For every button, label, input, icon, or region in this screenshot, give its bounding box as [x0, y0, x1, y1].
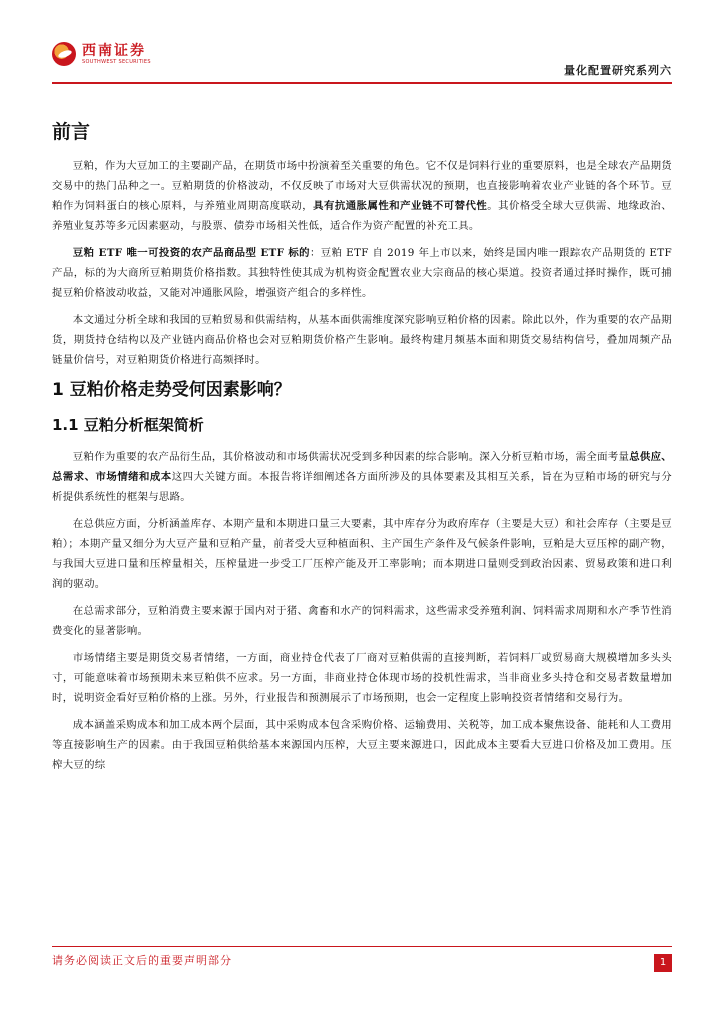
footer-divider [52, 946, 672, 947]
demand-paragraph: 在总需求部分，豆粕消费主要来源于国内对于猪、禽畜和水产的饲料需求，这些需求受养殖利润、饲料需求周期和水产季节性消费变化的显著影响。 [52, 605, 672, 637]
p4-emphasis: 总供应、总需求、市场情绪和成本 [52, 451, 672, 483]
disclaimer-note: 请务必阅读正文后的重要声明部分 [52, 954, 232, 967]
chapter-1-heading: 1 豆粕价格走势受何因素影响？ [52, 380, 291, 400]
header-divider [52, 82, 672, 84]
supply-paragraph: 在总供应方面，分析涵盖库存、本期产量和本期进口量三大要素，其中库存分为政府库存（主要是大豆）和社会库存（主要是豆粕）；本期产量又细分为大豆产量和豆粕产量，前者受大豆种植面积、主产国生产条件及气候条件影响，豆粕是大豆压榨的副产物，与我国大豆进口量和压榨量相关，压榨量进一步受工厂压榨产能及开工率影响；而本期进口量则受到政治因素、贸易政策和进口利润的驱动。 [52, 518, 672, 590]
logo-name-en: SOUTHWEST SECURITIES [82, 58, 151, 65]
intro-p2-text: ：豆粕 ETF 自 2019 年上市以来，始终是国内唯一跟踪农产品期货的 ETF 产品，标的为大商所豆粕期货价格指数。其独特性使其成为机构资金配置农业大宗商品的核心渠道。投资者通过择时操作，既可捕捉豆粕价格波动收益，又能对冲通胀风险，增强资产组合的多样性。 [52, 247, 673, 299]
intro-heading: 前言 [52, 121, 91, 143]
series-title: 量化配置研究系列六 [564, 64, 672, 77]
intro-paragraph-2 [52, 243, 672, 303]
page-number: 1 [654, 954, 672, 972]
logo-name-cn: 西南证券 [82, 42, 146, 59]
p4-text-c: 这四大关键方面。本报告将详细阐述各方面所涉及的具体要素及其相互关系，旨在为豆粕市场的研究与分析提供系统性的框架与思路。 [52, 471, 672, 503]
logo-text [82, 43, 151, 66]
intro-p1-text-c: 。其价格受全球大豆供需、地缘政治、养殖业复苏等多元因素驱动，与股票、债券市场相关性低，适合作为资产配置的补充工具。 [52, 200, 672, 232]
intro-p1-emphasis: 具有抗通胀属性和产业链不可替代性 [313, 200, 488, 212]
framework-paragraph [52, 447, 672, 507]
intro-paragraph-1 [52, 156, 672, 236]
sentiment-paragraph: 市场情绪主要是期货交易者情绪，一方面，商业持仓代表了厂商对豆粕供需的直接判断，若饲料厂或贸易商大规模增加多头头寸，可能意味着市场预期未来豆粕供不应求。另一方面，非商业持仓体现市场的投机性需求，当非商业多头持仓和交易者数量增加时，说明资金看好豆粕价格的上涨。另外，行业报告和预测展示了市场预期，也会一定程度上影响投资者情绪和交易行为。 [52, 652, 672, 704]
intro-p1-text-a: 豆粕，作为大豆加工的主要副产品，在期货市场中扮演着至关重要的角色。它不仅是饲料行业的重要原料，也是全球农产品期货交易中的热门品种之一。豆粕期货的价格波动，不仅反映了市场对大豆供需状况的预期，也直接影响着农业产业链的各个环节。豆粕作为饲料蛋白的核心原料，与养殖业周期高度联动， [52, 160, 672, 212]
intro-p2-emphasis: 豆粕 ETF 唯一可投资的农产品商品型 ETF 标的 [72, 247, 310, 259]
intro-paragraph-3: 本文通过分析全球和我国的豆粕贸易和供需结构，从基本面供需维度深究影响豆粕价格的因素。除此以外，作为重要的农产品期货，期货持仓结构以及产业链内商品价格也会对豆粕期货价格产生影响。最终构建月频基本面和期货交易结构信号，叠加周频产品链量价信号，对豆粕期货价格进行高频择时。 [52, 314, 672, 366]
cost-paragraph: 成本涵盖采购成本和加工成本两个层面，其中采购成本包含采购价格、运输费用、关税等，加工成本聚焦设备、能耗和人工费用等直接影响生产的因素。由于我国豆粕供给基本来源国内压榨，大豆主要来源进口，因此成本主要看大豆进口价格及加工费用。压榨大豆的综 [52, 719, 672, 771]
p4-text-a: 豆粕作为重要的农产品衍生品，其价格波动和市场供需状况受到多种因素的综合影响。深入分析豆粕市场，需全面考量 [72, 451, 630, 463]
section-1-1-heading: 1.1 豆粕分析框架简析 [52, 416, 204, 434]
document-body [52, 118, 672, 782]
company-logo [52, 42, 151, 66]
logo-emblem-icon [52, 42, 76, 66]
page-header [0, 0, 724, 90]
